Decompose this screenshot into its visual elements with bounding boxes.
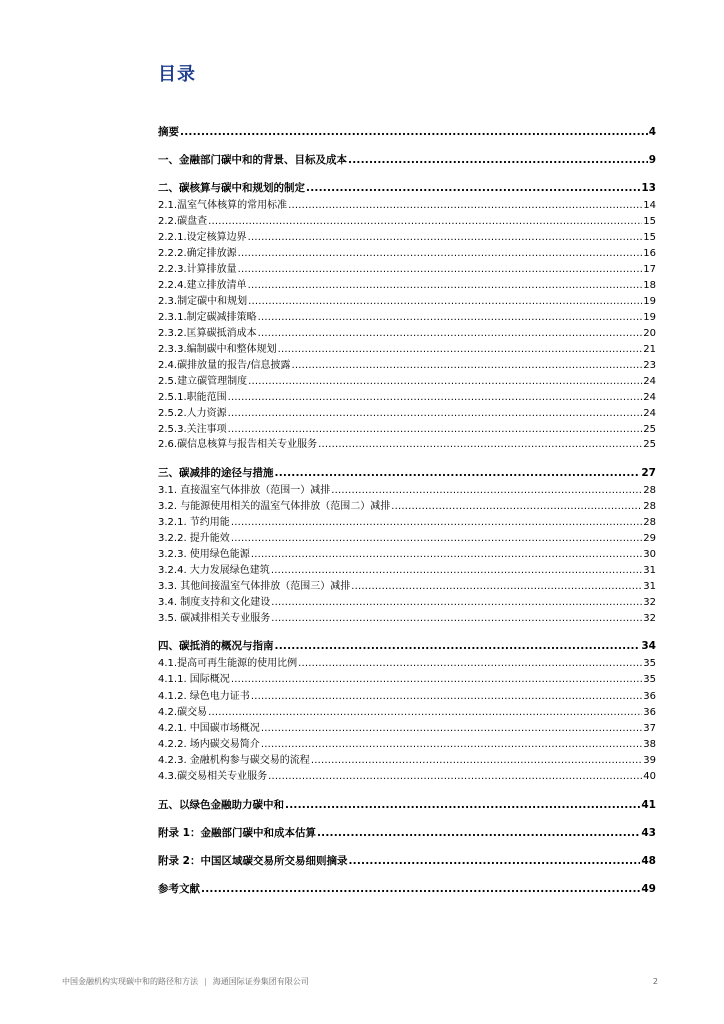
toc-entry-page: 20 bbox=[643, 328, 656, 339]
toc-entry[interactable] bbox=[158, 531, 656, 545]
toc-entry-label: 2.2.2.确定排放源 bbox=[158, 248, 237, 259]
toc-entry[interactable] bbox=[158, 656, 656, 670]
toc-entry[interactable] bbox=[158, 881, 656, 895]
toc-entry[interactable] bbox=[158, 342, 656, 356]
toc-entry-label: 3.3. 其他间接温室气体排放（范围三）减排 bbox=[158, 581, 351, 592]
toc-entry-page: 41 bbox=[641, 799, 656, 811]
toc-entry[interactable] bbox=[158, 737, 656, 751]
toc-entry-label: 4.2.1. 中国碳市场概况 bbox=[158, 723, 260, 734]
toc-dot-leader bbox=[291, 360, 642, 372]
toc-entry[interactable] bbox=[158, 124, 656, 138]
toc-entry-page: 9 bbox=[648, 154, 656, 166]
toc-entry-page: 15 bbox=[643, 216, 656, 227]
toc-entry-label: 3.2.3. 使用绿色能源 bbox=[158, 549, 250, 560]
toc-entry-label: 2.5.1.职能范围 bbox=[158, 392, 227, 403]
toc-entry-page: 40 bbox=[643, 771, 656, 782]
toc-dot-leader bbox=[318, 439, 642, 451]
toc-entry-page: 38 bbox=[643, 739, 656, 750]
toc-entry-page: 43 bbox=[641, 827, 656, 839]
toc-dot-leader bbox=[238, 264, 643, 276]
toc-entry-label: 2.6.碳信息核算与报告相关专业服务 bbox=[158, 439, 318, 450]
toc-entry[interactable] bbox=[158, 294, 656, 308]
toc-entry-page: 18 bbox=[643, 280, 656, 291]
toc-entry-page: 28 bbox=[643, 517, 656, 528]
toc-entry[interactable] bbox=[158, 753, 656, 767]
toc-entry-label: 3.5. 碳减排相关专业服务 bbox=[158, 613, 271, 624]
toc-dot-leader bbox=[248, 296, 642, 308]
toc-entry[interactable] bbox=[158, 721, 656, 735]
toc-entry[interactable] bbox=[158, 278, 656, 292]
toc-dot-leader bbox=[285, 799, 640, 811]
toc-entry[interactable] bbox=[158, 769, 656, 783]
toc-entry-label: 摘要 bbox=[158, 126, 179, 138]
toc-entry-label: 4.1.1. 国际概况 bbox=[158, 674, 230, 685]
toc-entry-page: 19 bbox=[643, 312, 656, 323]
toc-entry[interactable] bbox=[158, 358, 656, 372]
toc-dot-leader bbox=[311, 755, 642, 767]
toc-entry-page: 29 bbox=[643, 533, 656, 544]
toc-dot-leader bbox=[208, 216, 642, 228]
toc-entry[interactable] bbox=[158, 515, 656, 529]
toc-dot-leader bbox=[268, 771, 642, 783]
toc-entry-label: 4.1.提高可再生能源的使用比例 bbox=[158, 658, 298, 669]
toc-entry[interactable] bbox=[158, 437, 656, 451]
toc-entry-page: 24 bbox=[643, 376, 656, 387]
toc-entry-label: 3.2.2. 提升能效 bbox=[158, 533, 230, 544]
toc-entry[interactable] bbox=[158, 262, 656, 276]
toc-entry-label: 附录 1：金融部门碳中和成本估算 bbox=[158, 827, 316, 839]
toc-entry-page: 24 bbox=[643, 392, 656, 403]
toc-dot-leader bbox=[228, 392, 643, 404]
toc-entry-label: 2.3.2.匡算碳抵消成本 bbox=[158, 328, 257, 339]
toc-entry-page: 31 bbox=[643, 581, 656, 592]
toc-dot-leader bbox=[248, 232, 643, 244]
toc-entry-page: 25 bbox=[643, 439, 656, 450]
toc-entry-page: 28 bbox=[643, 485, 656, 496]
toc-entry[interactable] bbox=[158, 374, 656, 388]
toc-entry[interactable] bbox=[158, 672, 656, 686]
toc-entry-page: 19 bbox=[643, 296, 656, 307]
toc-entry-page: 36 bbox=[643, 707, 656, 718]
toc-entry-label: 4.1.2. 绿色电力证书 bbox=[158, 691, 250, 702]
toc-dot-leader bbox=[288, 200, 642, 212]
toc-dot-leader bbox=[231, 533, 642, 545]
toc-dot-leader bbox=[258, 312, 643, 324]
toc-dot-leader bbox=[391, 501, 642, 513]
toc-entry-page: 27 bbox=[641, 467, 656, 479]
toc-entry[interactable] bbox=[158, 422, 656, 436]
toc-entry[interactable] bbox=[158, 611, 656, 625]
toc-dot-leader bbox=[278, 344, 643, 356]
toc-dot-leader bbox=[228, 424, 643, 436]
toc-dot-leader bbox=[261, 723, 642, 735]
toc-entry[interactable] bbox=[158, 547, 656, 561]
toc-entry-page: 35 bbox=[643, 658, 656, 669]
toc-dot-leader bbox=[331, 485, 642, 497]
toc-entry-page: 35 bbox=[643, 674, 656, 685]
toc-entry-page: 25 bbox=[643, 424, 656, 435]
toc-entry[interactable] bbox=[158, 180, 656, 194]
toc-dot-leader bbox=[348, 855, 640, 867]
toc-entry-page: 31 bbox=[643, 565, 656, 576]
toc-dot-leader bbox=[348, 154, 648, 166]
toc-entry[interactable] bbox=[158, 483, 656, 497]
toc-entry-label: 4.2.碳交易 bbox=[158, 707, 208, 718]
toc-entry-label: 三、碳减排的途径与措施 bbox=[158, 467, 274, 479]
toc-entry-label: 二、碳核算与碳中和规划的制定 bbox=[158, 182, 305, 194]
toc-entry[interactable] bbox=[158, 214, 656, 228]
toc-dot-leader bbox=[271, 597, 642, 609]
toc-entry-label: 2.5.2.人力资源 bbox=[158, 408, 227, 419]
toc-entry-label: 3.2.4. 大力发展绿色建筑 bbox=[158, 565, 270, 576]
toc-entry-page: 16 bbox=[643, 248, 656, 259]
toc-entry-page: 15 bbox=[643, 232, 656, 243]
toc-dot-leader bbox=[351, 581, 642, 593]
toc-dot-leader bbox=[180, 126, 648, 138]
toc-entry[interactable] bbox=[158, 406, 656, 420]
toc-entry-label: 4.3.碳交易相关专业服务 bbox=[158, 771, 268, 782]
toc-entry-page: 32 bbox=[643, 613, 656, 624]
toc-dot-leader bbox=[298, 658, 642, 670]
footer-page-number: 2 bbox=[652, 976, 658, 986]
toc-entry-page: 48 bbox=[641, 855, 656, 867]
toc-entry-page: 36 bbox=[643, 691, 656, 702]
toc-entry[interactable] bbox=[158, 689, 656, 703]
toc-entry-label: 参考文献 bbox=[158, 883, 200, 895]
toc-entry[interactable] bbox=[158, 390, 656, 404]
toc-entry-page: 30 bbox=[643, 549, 656, 560]
toc-entry-page: 49 bbox=[641, 883, 656, 895]
toc-entry[interactable] bbox=[158, 825, 656, 839]
toc-entry-label: 2.2.3.计算排放量 bbox=[158, 264, 237, 275]
toc-entry[interactable] bbox=[158, 465, 656, 479]
toc-dot-leader bbox=[275, 640, 641, 652]
toc-dot-leader bbox=[208, 707, 642, 719]
toc-title: 目录 bbox=[158, 64, 196, 85]
toc-dot-leader bbox=[248, 376, 642, 388]
toc-entry-page: 39 bbox=[643, 755, 656, 766]
toc-dot-leader bbox=[271, 613, 642, 625]
toc-entry-label: 2.5.建立碳管理制度 bbox=[158, 376, 248, 387]
toc-entry-page: 32 bbox=[643, 597, 656, 608]
toc-entry-label: 2.3.制定碳中和规划 bbox=[158, 296, 248, 307]
toc-entry-label: 3.2. 与能源使用相关的温室气体排放（范围二）减排 bbox=[158, 501, 391, 512]
toc-entry-page: 23 bbox=[643, 360, 656, 371]
toc-entry[interactable] bbox=[158, 579, 656, 593]
toc-entry-label: 四、碳抵消的概况与指南 bbox=[158, 640, 274, 652]
toc-entry-page: 37 bbox=[643, 723, 656, 734]
toc-dot-leader bbox=[231, 674, 642, 686]
toc-entry[interactable] bbox=[158, 246, 656, 260]
toc-entry[interactable] bbox=[158, 198, 656, 212]
toc-entry-label: 一、金融部门碳中和的背景、目标及成本 bbox=[158, 154, 347, 166]
toc-entry-label: 附录 2：中国区域碳交易所交易细则摘录 bbox=[158, 855, 348, 867]
toc-entry-label: 4.2.2. 场内碳交易简介 bbox=[158, 739, 260, 750]
footer-doc-title: 中国金融机构实现碳中和的路径和方法 bbox=[62, 976, 198, 986]
toc-entry-page: 24 bbox=[643, 408, 656, 419]
toc-entry-label: 2.2.1.设定核算边界 bbox=[158, 232, 247, 243]
toc-entry-page: 17 bbox=[643, 264, 656, 275]
toc-entry[interactable] bbox=[158, 595, 656, 609]
toc-entry-label: 3.4. 制度支持和文化建设 bbox=[158, 597, 271, 608]
toc-dot-leader bbox=[317, 827, 640, 839]
toc-dot-leader bbox=[238, 248, 643, 260]
toc-entry-label: 五、以绿色金融助力碳中和 bbox=[158, 799, 284, 811]
toc-dot-leader bbox=[251, 691, 642, 703]
toc-entry-label: 2.2.4.建立排放清单 bbox=[158, 280, 247, 291]
toc-entry-label: 2.2.碳盘查 bbox=[158, 216, 208, 227]
toc-entry-label: 2.3.3.编制碳中和整体规划 bbox=[158, 344, 277, 355]
toc-entry-page: 4 bbox=[648, 126, 656, 138]
toc-entry-label: 3.1. 直接温室气体排放（范围一）减排 bbox=[158, 485, 331, 496]
toc-dot-leader bbox=[306, 182, 640, 194]
toc-entry-page: 13 bbox=[641, 182, 656, 194]
toc-entry[interactable] bbox=[158, 152, 656, 166]
toc-entry-label: 2.5.3.关注事项 bbox=[158, 424, 227, 435]
toc-entry-page: 28 bbox=[643, 501, 656, 512]
toc-entry-label: 3.2.1. 节约用能 bbox=[158, 517, 230, 528]
footer-separator: | bbox=[204, 976, 207, 986]
toc-entry-page: 34 bbox=[641, 640, 656, 652]
toc-entry-page: 21 bbox=[643, 344, 656, 355]
toc-dot-leader bbox=[248, 280, 643, 292]
toc-entry[interactable] bbox=[158, 563, 656, 577]
toc-entry[interactable] bbox=[158, 853, 656, 867]
toc-dot-leader bbox=[231, 517, 642, 529]
toc-dot-leader bbox=[228, 408, 643, 420]
toc-dot-leader bbox=[275, 467, 641, 479]
toc-entry[interactable] bbox=[158, 705, 656, 719]
toc-entry-page: 14 bbox=[643, 200, 656, 211]
toc-entry[interactable] bbox=[158, 638, 656, 652]
toc-dot-leader bbox=[251, 549, 642, 561]
toc-entry[interactable] bbox=[158, 326, 656, 340]
toc-entry[interactable] bbox=[158, 310, 656, 324]
toc-entry-label: 2.1.温室气体核算的常用标准 bbox=[158, 200, 288, 211]
toc-dot-leader bbox=[261, 739, 642, 751]
toc-entry[interactable] bbox=[158, 499, 656, 513]
page-footer bbox=[62, 975, 658, 987]
toc-entry[interactable] bbox=[158, 230, 656, 244]
footer-org: 海通国际证券集团有限公司 bbox=[212, 976, 309, 986]
toc-entry-label: 4.2.3. 金融机构参与碳交易的流程 bbox=[158, 755, 310, 766]
toc-dot-leader bbox=[271, 565, 642, 577]
toc-entry-label: 2.3.1.制定碳减排策略 bbox=[158, 312, 257, 323]
toc-entry-label: 2.4.碳排放量的报告/信息披露 bbox=[158, 360, 291, 371]
toc-dot-leader bbox=[201, 883, 640, 895]
toc-entry[interactable] bbox=[158, 797, 656, 811]
toc-dot-leader bbox=[258, 328, 643, 340]
